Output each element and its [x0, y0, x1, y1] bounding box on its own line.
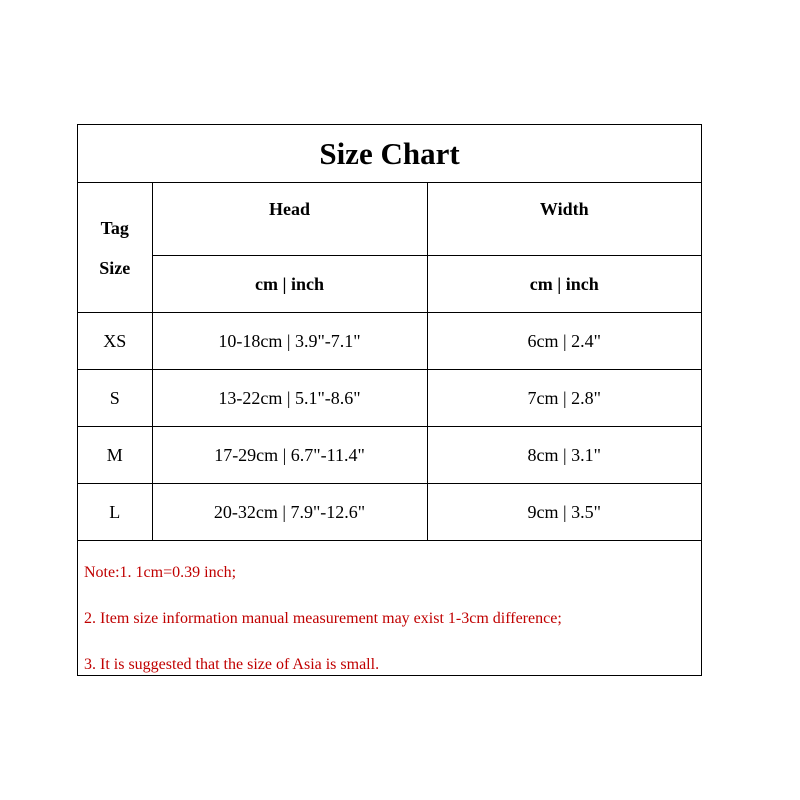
width-cell: 9cm | 3.5" — [427, 484, 701, 541]
size-cell: M — [78, 427, 152, 484]
header-row — [78, 183, 701, 256]
head-cell: 13-22cm | 5.1"-8.6" — [152, 370, 427, 427]
notes-section — [78, 550, 701, 688]
note-line: Note:1. 1cm=0.39 inch; — [84, 564, 237, 581]
table-row — [78, 427, 701, 484]
width-cell: 8cm | 3.1" — [427, 427, 701, 484]
note-line: 3. It is suggested that the size of Asia is small. — [84, 656, 380, 673]
head-unit: cm | inch — [152, 256, 427, 313]
note-line: 2. Item size information manual measurement may exist 1-3cm difference; — [84, 610, 562, 627]
size-chart — [77, 124, 702, 676]
chart-title: Size Chart — [78, 125, 701, 183]
width-cell: 6cm | 2.4" — [427, 313, 701, 370]
head-cell: 17-29cm | 6.7"-11.4" — [152, 427, 427, 484]
size-table — [78, 183, 701, 541]
size-label: Size — [99, 257, 131, 278]
width-unit: cm | inch — [427, 256, 701, 313]
tag-size-header — [78, 183, 152, 313]
head-header: Head — [152, 183, 427, 256]
tag-label: Tag — [100, 217, 129, 238]
table-row — [78, 370, 701, 427]
width-cell: 7cm | 2.8" — [427, 370, 701, 427]
size-cell: L — [78, 484, 152, 541]
head-cell: 20-32cm | 7.9"-12.6" — [152, 484, 427, 541]
unit-row — [78, 256, 701, 313]
size-cell: S — [78, 370, 152, 427]
table-row — [78, 484, 701, 541]
size-cell: XS — [78, 313, 152, 370]
width-header: Width — [427, 183, 701, 256]
table-row — [78, 313, 701, 370]
head-cell: 10-18cm | 3.9"-7.1" — [152, 313, 427, 370]
